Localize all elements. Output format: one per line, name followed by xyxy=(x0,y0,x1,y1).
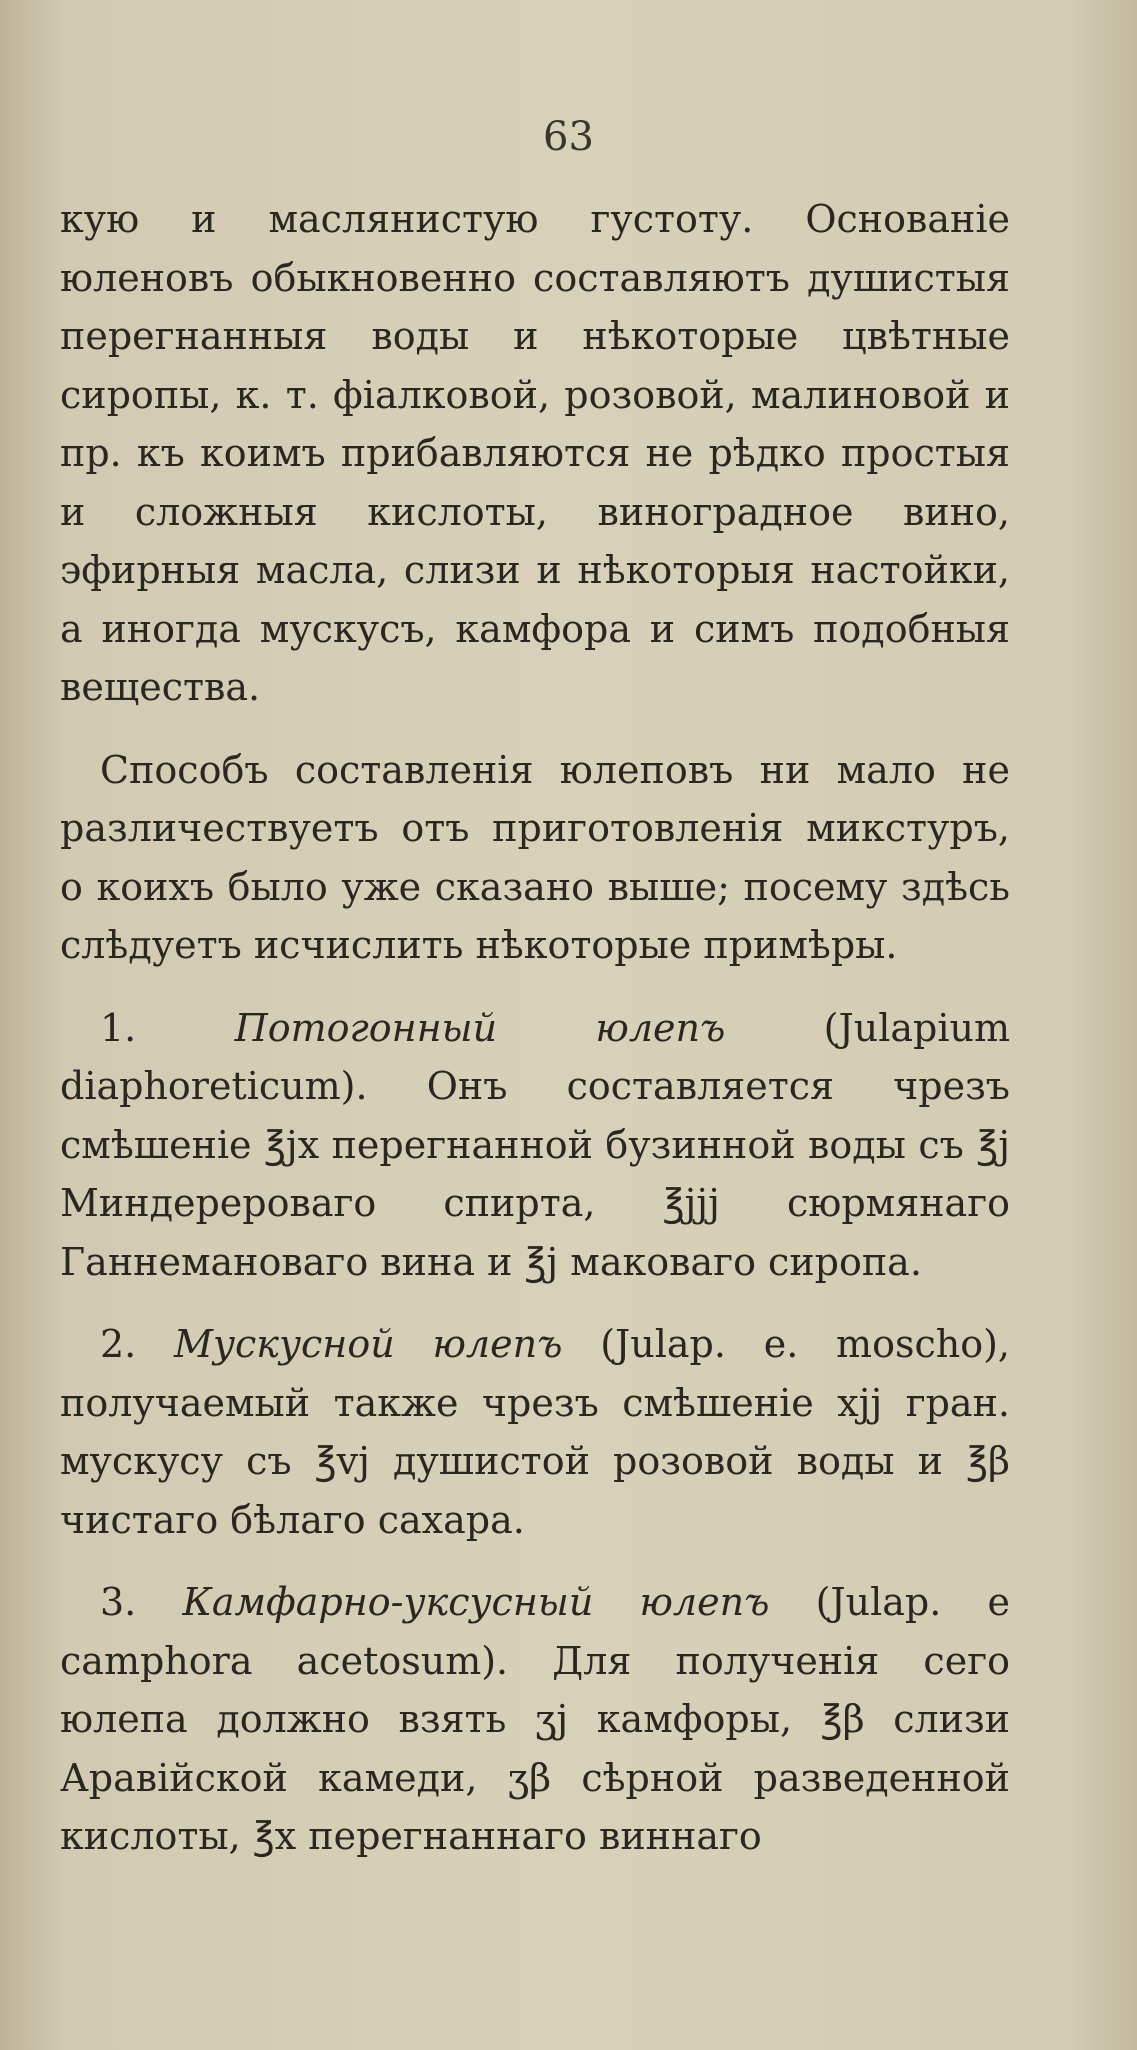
recipe-title: Мускусной юлепъ xyxy=(174,1322,563,1366)
paragraph-text: кую и маслянистую густоту. Основаніе юленовъ обыкновенно составляютъ душистыя перегнанныя воды и нѣкоторые цвѣтные сиропы, к. т. фіалковой, розовой, малиновой и пр. къ коимъ прибавляются не рѣдко простыя и сложныя кислоты, виноградное вино, эфирныя масла, слизи и нѣкоторыя настойки, а иногда мускусъ, камфора и симъ подобныя вещества. xyxy=(60,197,1010,709)
recipe-title: Потогонный юлепъ xyxy=(234,1005,726,1050)
page-number: 63 xyxy=(543,114,594,160)
paragraph-recipe-3 xyxy=(60,1573,1010,1866)
recipe-number: 3. xyxy=(100,1580,137,1624)
paragraph-recipe-2 xyxy=(60,1315,1010,1549)
page-text xyxy=(60,190,1010,1890)
paragraph-text: Способъ составленія юлеповъ ни мало не различествуетъ отъ приготовленія микстуръ, о коихъ было уже сказано выше; посему здѣсь слѣдуетъ исчислить нѣкоторые примѣры. xyxy=(60,747,1010,967)
paragraph-julep-base xyxy=(60,190,1010,717)
recipe-text: (Julap. e camphora acetosum). Для полученія сего юлепа должно взять ʒj камфоры, ℥β слизи Аравійской камеди, ʒβ сѣрной разведенной кислоты, ℥x перегнаннаго виннаго xyxy=(60,1580,1010,1858)
paragraph-julep-method xyxy=(60,741,1010,975)
recipe-text: (Julap. e. moscho), получаемый также чрезъ смѣшеніе xjj гран. мускусу съ ℥vj душистой розовой воды и ℥β чистаго бѣлаго сахара. xyxy=(60,1322,1010,1542)
recipe-number: 1. xyxy=(100,1005,137,1050)
recipe-title: Камфарно-уксусный юлепъ xyxy=(182,1580,770,1624)
recipe-text: (Julapium diaphoreticum). Онъ составляется чрезъ смѣшеніе ℥jx перегнанной бузинной воды съ ℥j Миндерероваго спирта, ℥jjj сюрмянаго Ганнемановаго вина и ℥j маковаго сиропа. xyxy=(60,1005,1010,1284)
recipe-number: 2. xyxy=(100,1322,137,1366)
paragraph-recipe-1 xyxy=(60,999,1010,1292)
